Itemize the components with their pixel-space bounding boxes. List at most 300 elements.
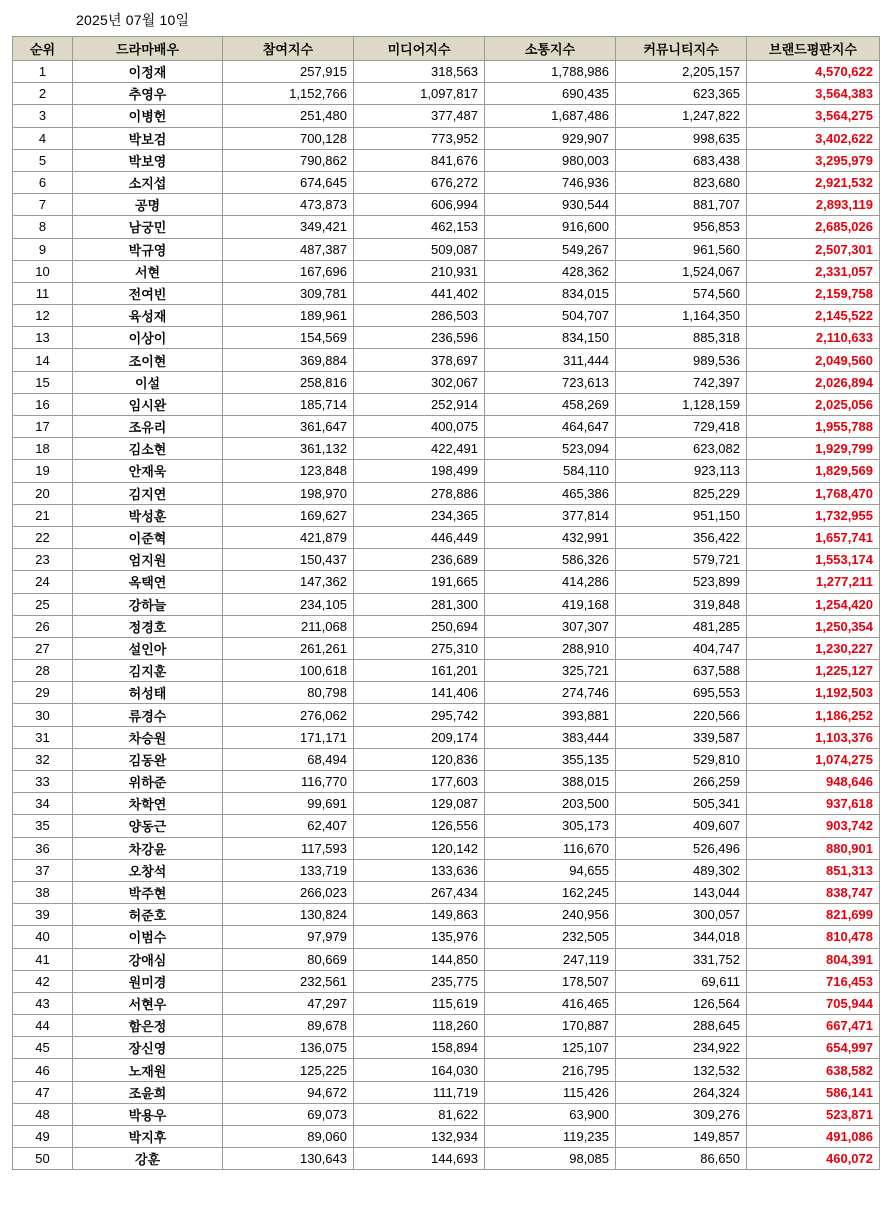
cell-brand-reputation: 810,478 (747, 926, 880, 948)
cell-participation: 69,073 (223, 1103, 354, 1125)
table-row (13, 726, 880, 748)
cell-media: 446,449 (354, 526, 485, 548)
table-row (13, 1015, 880, 1037)
table-row (13, 149, 880, 171)
cell-communication: 247,119 (485, 948, 616, 970)
table-row (13, 393, 880, 415)
cell-media: 126,556 (354, 815, 485, 837)
cell-actor: 이범수 (73, 926, 223, 948)
cell-community: 951,150 (616, 504, 747, 526)
cell-participation: 674,645 (223, 171, 354, 193)
cell-participation: 99,691 (223, 793, 354, 815)
table-row (13, 704, 880, 726)
cell-brand-reputation: 1,829,569 (747, 460, 880, 482)
cell-community: 825,229 (616, 482, 747, 504)
cell-media: 275,310 (354, 637, 485, 659)
cell-brand-reputation: 716,453 (747, 970, 880, 992)
column-header-rank: 순위 (13, 37, 73, 61)
cell-communication: 465,386 (485, 482, 616, 504)
cell-community: 574,560 (616, 282, 747, 304)
cell-media: 234,365 (354, 504, 485, 526)
cell-rank: 18 (13, 438, 73, 460)
cell-rank: 11 (13, 282, 73, 304)
cell-media: 198,499 (354, 460, 485, 482)
cell-communication: 311,444 (485, 349, 616, 371)
cell-actor: 소지섭 (73, 171, 223, 193)
cell-actor: 김지연 (73, 482, 223, 504)
cell-brand-reputation: 1,254,420 (747, 593, 880, 615)
cell-participation: 257,915 (223, 61, 354, 83)
cell-brand-reputation: 1,103,376 (747, 726, 880, 748)
cell-media: 161,201 (354, 660, 485, 682)
cell-community: 742,397 (616, 371, 747, 393)
cell-community: 1,247,822 (616, 105, 747, 127)
cell-communication: 504,707 (485, 305, 616, 327)
cell-rank: 23 (13, 549, 73, 571)
column-header-actor: 드라마배우 (73, 37, 223, 61)
table-row (13, 526, 880, 548)
cell-brand-reputation: 821,699 (747, 904, 880, 926)
cell-brand-reputation: 1,277,211 (747, 571, 880, 593)
cell-participation: 97,979 (223, 926, 354, 948)
cell-actor: 전여빈 (73, 282, 223, 304)
cell-actor: 서현 (73, 260, 223, 282)
cell-actor: 김소현 (73, 438, 223, 460)
cell-brand-reputation: 948,646 (747, 771, 880, 793)
table-row (13, 1126, 880, 1148)
table-row (13, 282, 880, 304)
table-body (13, 61, 880, 1170)
cell-actor: 위하준 (73, 771, 223, 793)
cell-community: 2,205,157 (616, 61, 747, 83)
cell-communication: 216,795 (485, 1059, 616, 1081)
cell-participation: 150,437 (223, 549, 354, 571)
cell-media: 235,775 (354, 970, 485, 992)
cell-media: 286,503 (354, 305, 485, 327)
cell-media: 302,067 (354, 371, 485, 393)
cell-community: 69,611 (616, 970, 747, 992)
cell-brand-reputation: 1,225,127 (747, 660, 880, 682)
cell-community: 126,564 (616, 992, 747, 1014)
cell-actor: 이설 (73, 371, 223, 393)
cell-participation: 473,873 (223, 194, 354, 216)
cell-brand-reputation: 2,145,522 (747, 305, 880, 327)
table-row (13, 171, 880, 193)
cell-media: 164,030 (354, 1059, 485, 1081)
cell-actor: 공명 (73, 194, 223, 216)
table-row (13, 83, 880, 105)
cell-brand-reputation: 1,074,275 (747, 748, 880, 770)
cell-actor: 오창석 (73, 859, 223, 881)
cell-community: 529,810 (616, 748, 747, 770)
cell-participation: 133,719 (223, 859, 354, 881)
cell-actor: 옥택연 (73, 571, 223, 593)
cell-rank: 28 (13, 660, 73, 682)
cell-media: 509,087 (354, 238, 485, 260)
cell-rank: 10 (13, 260, 73, 282)
cell-actor: 강훈 (73, 1148, 223, 1170)
cell-actor: 허준호 (73, 904, 223, 926)
cell-rank: 30 (13, 704, 73, 726)
cell-media: 841,676 (354, 149, 485, 171)
cell-brand-reputation: 1,192,503 (747, 682, 880, 704)
cell-participation: 349,421 (223, 216, 354, 238)
cell-brand-reputation: 3,402,622 (747, 127, 880, 149)
cell-brand-reputation: 1,929,799 (747, 438, 880, 460)
cell-media: 144,693 (354, 1148, 485, 1170)
cell-communication: 388,015 (485, 771, 616, 793)
cell-community: 823,680 (616, 171, 747, 193)
cell-rank: 38 (13, 881, 73, 903)
cell-communication: 523,094 (485, 438, 616, 460)
cell-rank: 14 (13, 349, 73, 371)
table-row (13, 260, 880, 282)
cell-community: 288,645 (616, 1015, 747, 1037)
cell-community: 729,418 (616, 416, 747, 438)
cell-brand-reputation: 667,471 (747, 1015, 880, 1037)
cell-rank: 50 (13, 1148, 73, 1170)
cell-rank: 48 (13, 1103, 73, 1125)
cell-media: 129,087 (354, 793, 485, 815)
cell-media: 676,272 (354, 171, 485, 193)
cell-actor: 조유리 (73, 416, 223, 438)
cell-communication: 428,362 (485, 260, 616, 282)
cell-communication: 377,814 (485, 504, 616, 526)
cell-communication: 162,245 (485, 881, 616, 903)
cell-community: 300,057 (616, 904, 747, 926)
cell-communication: 115,426 (485, 1081, 616, 1103)
cell-participation: 790,862 (223, 149, 354, 171)
cell-rank: 27 (13, 637, 73, 659)
cell-community: 356,422 (616, 526, 747, 548)
cell-actor: 정경호 (73, 615, 223, 637)
table-row (13, 682, 880, 704)
table-row (13, 992, 880, 1014)
cell-brand-reputation: 1,955,788 (747, 416, 880, 438)
cell-media: 281,300 (354, 593, 485, 615)
cell-media: 133,636 (354, 859, 485, 881)
cell-communication: 690,435 (485, 83, 616, 105)
cell-rank: 5 (13, 149, 73, 171)
cell-community: 623,082 (616, 438, 747, 460)
cell-actor: 이준혁 (73, 526, 223, 548)
cell-communication: 383,444 (485, 726, 616, 748)
cell-participation: 62,407 (223, 815, 354, 837)
cell-participation: 421,879 (223, 526, 354, 548)
table-row (13, 593, 880, 615)
cell-community: 489,302 (616, 859, 747, 881)
table-row (13, 615, 880, 637)
cell-participation: 369,884 (223, 349, 354, 371)
cell-participation: 487,387 (223, 238, 354, 260)
cell-media: 422,491 (354, 438, 485, 460)
cell-community: 132,532 (616, 1059, 747, 1081)
cell-community: 885,318 (616, 327, 747, 349)
cell-communication: 325,721 (485, 660, 616, 682)
cell-participation: 266,023 (223, 881, 354, 903)
cell-communication: 723,613 (485, 371, 616, 393)
cell-rank: 36 (13, 837, 73, 859)
cell-community: 923,113 (616, 460, 747, 482)
cell-communication: 929,907 (485, 127, 616, 149)
cell-brand-reputation: 1,186,252 (747, 704, 880, 726)
cell-communication: 930,544 (485, 194, 616, 216)
table-row (13, 926, 880, 948)
cell-media: 378,697 (354, 349, 485, 371)
cell-actor: 추영우 (73, 83, 223, 105)
cell-media: 111,719 (354, 1081, 485, 1103)
cell-rank: 16 (13, 393, 73, 415)
cell-community: 695,553 (616, 682, 747, 704)
cell-brand-reputation: 2,159,758 (747, 282, 880, 304)
cell-rank: 12 (13, 305, 73, 327)
cell-community: 331,752 (616, 948, 747, 970)
cell-communication: 288,910 (485, 637, 616, 659)
cell-rank: 2 (13, 83, 73, 105)
cell-rank: 49 (13, 1126, 73, 1148)
cell-brand-reputation: 638,582 (747, 1059, 880, 1081)
cell-community: 344,018 (616, 926, 747, 948)
cell-rank: 8 (13, 216, 73, 238)
cell-participation: 116,770 (223, 771, 354, 793)
cell-media: 115,619 (354, 992, 485, 1014)
cell-brand-reputation: 705,944 (747, 992, 880, 1014)
table-header-row (13, 37, 880, 61)
cell-communication: 393,881 (485, 704, 616, 726)
cell-community: 409,607 (616, 815, 747, 837)
cell-actor: 차학연 (73, 793, 223, 815)
table-row (13, 904, 880, 926)
cell-communication: 419,168 (485, 593, 616, 615)
cell-rank: 9 (13, 238, 73, 260)
cell-rank: 15 (13, 371, 73, 393)
cell-actor: 박성훈 (73, 504, 223, 526)
cell-participation: 89,060 (223, 1126, 354, 1148)
table-row (13, 948, 880, 970)
cell-media: 177,603 (354, 771, 485, 793)
table-row (13, 748, 880, 770)
column-header-community: 커뮤니티지수 (616, 37, 747, 61)
cell-brand-reputation: 4,570,622 (747, 61, 880, 83)
cell-communication: 464,647 (485, 416, 616, 438)
cell-brand-reputation: 1,250,354 (747, 615, 880, 637)
table-row (13, 571, 880, 593)
cell-community: 579,721 (616, 549, 747, 571)
cell-participation: 47,297 (223, 992, 354, 1014)
cell-community: 339,587 (616, 726, 747, 748)
cell-community: 220,566 (616, 704, 747, 726)
table-row (13, 61, 880, 83)
cell-actor: 류경수 (73, 704, 223, 726)
cell-communication: 63,900 (485, 1103, 616, 1125)
cell-media: 400,075 (354, 416, 485, 438)
cell-rank: 41 (13, 948, 73, 970)
table-row (13, 660, 880, 682)
cell-rank: 6 (13, 171, 73, 193)
cell-media: 1,097,817 (354, 83, 485, 105)
cell-rank: 32 (13, 748, 73, 770)
table-row (13, 327, 880, 349)
cell-communication: 549,267 (485, 238, 616, 260)
cell-actor: 노재원 (73, 1059, 223, 1081)
cell-participation: 258,816 (223, 371, 354, 393)
cell-actor: 강애심 (73, 948, 223, 970)
table-row (13, 371, 880, 393)
report-date: 2025년 07월 10일 (76, 12, 190, 28)
cell-media: 606,994 (354, 194, 485, 216)
cell-rank: 1 (13, 61, 73, 83)
cell-actor: 이병헌 (73, 105, 223, 127)
cell-participation: 169,627 (223, 504, 354, 526)
cell-participation: 309,781 (223, 282, 354, 304)
cell-media: 236,689 (354, 549, 485, 571)
cell-brand-reputation: 2,507,301 (747, 238, 880, 260)
cell-community: 266,259 (616, 771, 747, 793)
cell-community: 1,128,159 (616, 393, 747, 415)
cell-brand-reputation: 460,072 (747, 1148, 880, 1170)
cell-rank: 44 (13, 1015, 73, 1037)
cell-participation: 167,696 (223, 260, 354, 282)
cell-communication: 232,505 (485, 926, 616, 948)
table-row (13, 504, 880, 526)
cell-community: 1,524,067 (616, 260, 747, 282)
cell-rank: 3 (13, 105, 73, 127)
cell-participation: 185,714 (223, 393, 354, 415)
cell-communication: 170,887 (485, 1015, 616, 1037)
cell-communication: 125,107 (485, 1037, 616, 1059)
cell-communication: 116,670 (485, 837, 616, 859)
cell-media: 295,742 (354, 704, 485, 726)
cell-participation: 130,824 (223, 904, 354, 926)
cell-actor: 박용우 (73, 1103, 223, 1125)
table-row (13, 105, 880, 127)
cell-community: 481,285 (616, 615, 747, 637)
table-row (13, 416, 880, 438)
table-row (13, 1059, 880, 1081)
cell-participation: 123,848 (223, 460, 354, 482)
table-row (13, 771, 880, 793)
cell-participation: 68,494 (223, 748, 354, 770)
cell-rank: 43 (13, 992, 73, 1014)
cell-rank: 17 (13, 416, 73, 438)
cell-brand-reputation: 2,893,119 (747, 194, 880, 216)
cell-actor: 박지후 (73, 1126, 223, 1148)
cell-participation: 276,062 (223, 704, 354, 726)
table-row (13, 1148, 880, 1170)
cell-actor: 박보검 (73, 127, 223, 149)
cell-community: 961,560 (616, 238, 747, 260)
cell-community: 234,922 (616, 1037, 747, 1059)
cell-actor: 박보영 (73, 149, 223, 171)
table-row (13, 482, 880, 504)
cell-participation: 700,128 (223, 127, 354, 149)
cell-communication: 307,307 (485, 615, 616, 637)
cell-brand-reputation: 1,230,227 (747, 637, 880, 659)
cell-brand-reputation: 1,553,174 (747, 549, 880, 571)
cell-media: 120,836 (354, 748, 485, 770)
cell-rank: 37 (13, 859, 73, 881)
cell-communication: 274,746 (485, 682, 616, 704)
cell-actor: 박규영 (73, 238, 223, 260)
cell-rank: 19 (13, 460, 73, 482)
table-row (13, 859, 880, 881)
cell-rank: 46 (13, 1059, 73, 1081)
cell-actor: 장신영 (73, 1037, 223, 1059)
cell-participation: 100,618 (223, 660, 354, 682)
cell-participation: 261,261 (223, 637, 354, 659)
cell-participation: 80,669 (223, 948, 354, 970)
cell-actor: 차강윤 (73, 837, 223, 859)
cell-media: 441,402 (354, 282, 485, 304)
cell-participation: 89,678 (223, 1015, 354, 1037)
cell-brand-reputation: 654,997 (747, 1037, 880, 1059)
cell-community: 143,044 (616, 881, 747, 903)
cell-actor: 차승원 (73, 726, 223, 748)
cell-media: 81,622 (354, 1103, 485, 1125)
cell-brand-reputation: 3,564,275 (747, 105, 880, 127)
cell-actor: 서현우 (73, 992, 223, 1014)
cell-communication: 584,110 (485, 460, 616, 482)
cell-brand-reputation: 3,564,383 (747, 83, 880, 105)
cell-community: 404,747 (616, 637, 747, 659)
cell-participation: 171,171 (223, 726, 354, 748)
cell-actor: 엄지원 (73, 549, 223, 571)
cell-media: 144,850 (354, 948, 485, 970)
cell-media: 318,563 (354, 61, 485, 83)
cell-actor: 육성재 (73, 305, 223, 327)
cell-brand-reputation: 1,732,955 (747, 504, 880, 526)
cell-media: 377,487 (354, 105, 485, 127)
column-header-participation: 참여지수 (223, 37, 354, 61)
cell-actor: 원미경 (73, 970, 223, 992)
cell-media: 132,934 (354, 1126, 485, 1148)
cell-participation: 147,362 (223, 571, 354, 593)
table-row (13, 837, 880, 859)
cell-actor: 설인아 (73, 637, 223, 659)
cell-media: 252,914 (354, 393, 485, 415)
cell-participation: 234,105 (223, 593, 354, 615)
cell-brand-reputation: 838,747 (747, 881, 880, 903)
cell-actor: 이정재 (73, 61, 223, 83)
cell-communication: 834,015 (485, 282, 616, 304)
cell-actor: 안재욱 (73, 460, 223, 482)
cell-rank: 4 (13, 127, 73, 149)
cell-media: 141,406 (354, 682, 485, 704)
cell-communication: 586,326 (485, 549, 616, 571)
table-row (13, 637, 880, 659)
cell-brand-reputation: 2,331,057 (747, 260, 880, 282)
cell-brand-reputation: 1,657,741 (747, 526, 880, 548)
column-header-media: 미디어지수 (354, 37, 485, 61)
cell-community: 637,588 (616, 660, 747, 682)
cell-community: 526,496 (616, 837, 747, 859)
cell-media: 120,142 (354, 837, 485, 859)
cell-communication: 203,500 (485, 793, 616, 815)
cell-community: 881,707 (616, 194, 747, 216)
column-header-brand-reputation: 브랜드평판지수 (747, 37, 880, 61)
cell-media: 191,665 (354, 571, 485, 593)
cell-brand-reputation: 804,391 (747, 948, 880, 970)
cell-brand-reputation: 2,921,532 (747, 171, 880, 193)
table-row (13, 1103, 880, 1125)
cell-brand-reputation: 2,685,026 (747, 216, 880, 238)
cell-brand-reputation: 2,026,894 (747, 371, 880, 393)
cell-participation: 189,961 (223, 305, 354, 327)
cell-community: 264,324 (616, 1081, 747, 1103)
cell-rank: 13 (13, 327, 73, 349)
table-row (13, 793, 880, 815)
cell-communication: 1,687,486 (485, 105, 616, 127)
